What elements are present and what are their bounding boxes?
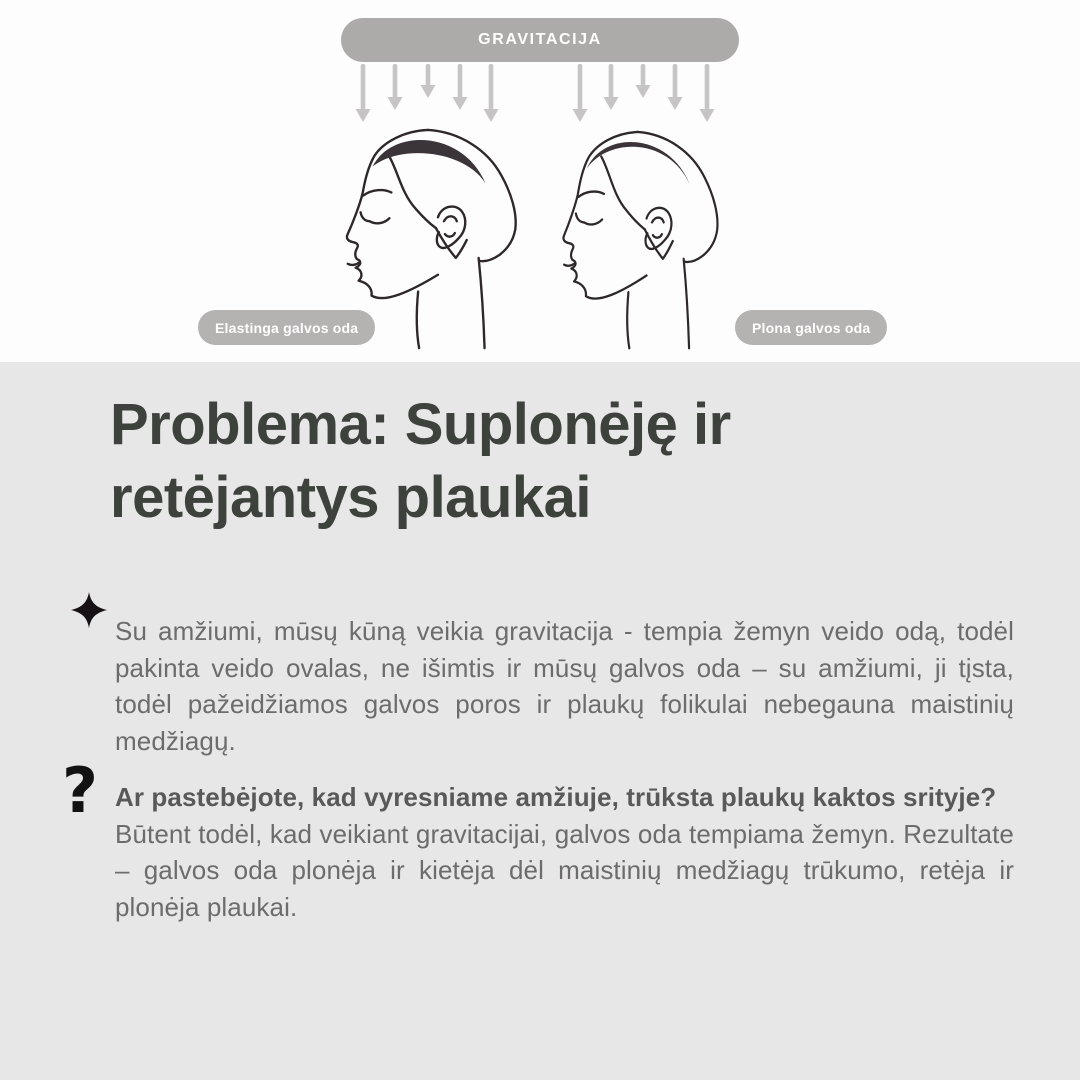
caption-left-pill: [198, 310, 375, 345]
down-arrow-icon: [387, 64, 403, 110]
content-section: [0, 362, 1080, 1080]
down-arrow-icon: [572, 64, 588, 122]
down-arrow-icon: [452, 64, 468, 110]
sparkle-icon: [70, 591, 108, 629]
caption-left-label: Elastinga galvos oda: [215, 319, 359, 336]
head-profile-right-illustration: [556, 128, 728, 364]
down-arrow-icon: [699, 64, 715, 122]
down-arrow-icon: [635, 64, 651, 98]
question-text: Ar pastebėjote, kad vyresniame amžiuje, trūksta plaukų kaktos srityje?: [115, 782, 997, 812]
down-arrow-icon: [667, 64, 683, 110]
page-title-line2: retėjantys plaukai: [110, 465, 591, 530]
down-arrow-icon: [603, 64, 619, 110]
page-title-line1: Problema: Suplonėję ir: [110, 392, 731, 457]
down-arrow-icon: [355, 64, 371, 122]
question-block: [115, 779, 1014, 925]
page-title: [110, 388, 731, 534]
down-arrow-icon: [483, 64, 499, 122]
thin-scalp-band: [587, 142, 690, 185]
down-arrow-icon: [420, 64, 436, 98]
caption-right-pill: [735, 310, 887, 345]
gravity-pill: [341, 18, 739, 62]
thick-scalp-band: [373, 140, 486, 183]
gravity-paragraph: Su amžiumi, mūsų kūną veikia gravitacija - tempia žemyn veido odą, todėl pakinta veido ovalas, ne išimtis ir mūsų galvos oda – su amžiumi, ji tįsta, todėl pažeidžiamos galvos poros ir plaukų folikulai nebegauna maistinių medžiagų.: [115, 616, 1014, 756]
answer-text: Būtent todėl, kad veikiant gravitacijai, galvos oda tempiama žemyn. Rezultate – galvos oda plonėja ir kietėja dėl maistinių medžiagų trūkumo, retėja ir plonėja plaukai.: [115, 818, 1014, 922]
gravity-label: GRAVITACIJA: [478, 31, 602, 48]
diagram-section: [0, 0, 1080, 362]
caption-right-label: Plona galvos oda: [752, 319, 871, 336]
question-mark-icon: ?: [62, 754, 98, 827]
